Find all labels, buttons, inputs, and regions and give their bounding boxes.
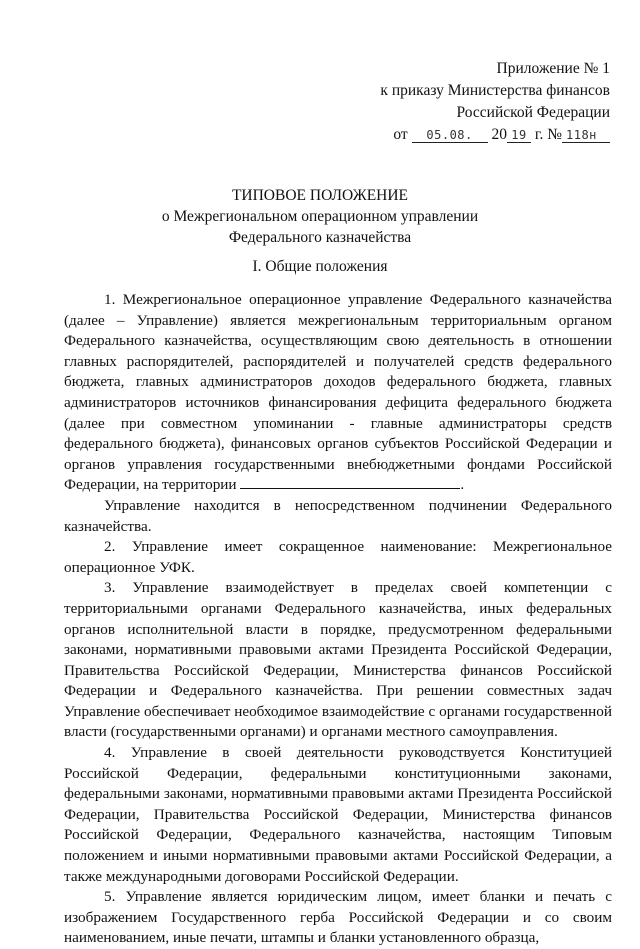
document-title: [0, 185, 640, 248]
paragraph-5: 4. Управление в своей деятельности руководствуется Конституцией Российской Федерации, федеральными конституционными законами, федеральными законами, нормативными правовыми актами Президента Российской Федерации, Правительства Российской Федерации, Министерства финансов Российской Федерации, Федерального казначейства, настоящим Типовым положением и иными нормативными правовыми актами Российской Федерации, а также международными договорами Российской Федерации.: [64, 744, 612, 885]
document-body: [64, 290, 612, 949]
title-line-2: о Межрегиональном операционном управлении: [161, 208, 479, 225]
year-prefix: 20: [491, 126, 507, 143]
title-line-1: ТИПОВОЕ ПОЛОЖЕНИЕ: [231, 187, 409, 204]
section-heading: I. Общие положения: [252, 258, 388, 275]
appendix-header: [380, 58, 610, 146]
handwritten-year: 19: [507, 128, 531, 143]
paragraph-1: [64, 290, 612, 496]
paragraph-2: Управление находится в непосредственном подчинении Федерального казначейства.: [64, 496, 612, 535]
appendix-ministry: Российской Федерации: [456, 104, 610, 121]
year-suffix: г. №: [534, 126, 562, 143]
appendix-date-line: [393, 124, 610, 146]
paragraph-6: 5. Управление является юридическим лицом, имеет бланки и печать с изображением Государственного герба Российской Федерации и со своим наименованием, иные печати, штампы и бланки установленного образца,: [64, 888, 612, 947]
title-line-3: Федерального казначейства: [228, 229, 412, 246]
paragraph-1-end: .: [460, 476, 465, 494]
handwritten-number: 118н: [562, 128, 610, 143]
paragraph-1-text: 1. Межрегиональное операционное управление Федерального казначейства (далее – Управление) является межрегиональным территориальным органом Федерального казначейства, осуществляющим свою деятельность в отношении главных распорядителей, распорядителей и получателей средств федерального бюджета, главных администраторов доходов федерального бюджета, главных администраторов источников финансирования дефицита федерального бюджета (далее при совместном упоминании - главные администраторы средств федерального бюджета), финансовых органов субъектов Российской Федерации и органов управления государственными внебюджетными фондами Российской Федерации, на территории: [64, 291, 612, 494]
from-label: от: [393, 126, 408, 143]
paragraph-3: 2. Управление имеет сокращенное наименование: Межрегиональное операционное УФК.: [64, 538, 612, 576]
paragraph-4: 3. Управление взаимодействует в пределах своей компетенции с территориальными органами Федерального казначейства, иных федеральных органов исполнительной власти в порядке, предусмотренном федеральными законами, нормативными правовыми актами Президента Российской Федерации, Правительства Российской Федерации, Министерства финансов Российской Федерации и Федерального казначейства. При решении совместных задач Управление обеспечивает необходимое взаимодействие с органами государственной власти (государственными органами) и органами местного самоуправления.: [64, 579, 612, 741]
territory-blank-line: [240, 476, 460, 489]
handwritten-date: 05.08.: [412, 128, 488, 143]
appendix-number: Приложение № 1: [496, 60, 610, 77]
appendix-order-ref: к приказу Министерства финансов: [380, 82, 610, 99]
